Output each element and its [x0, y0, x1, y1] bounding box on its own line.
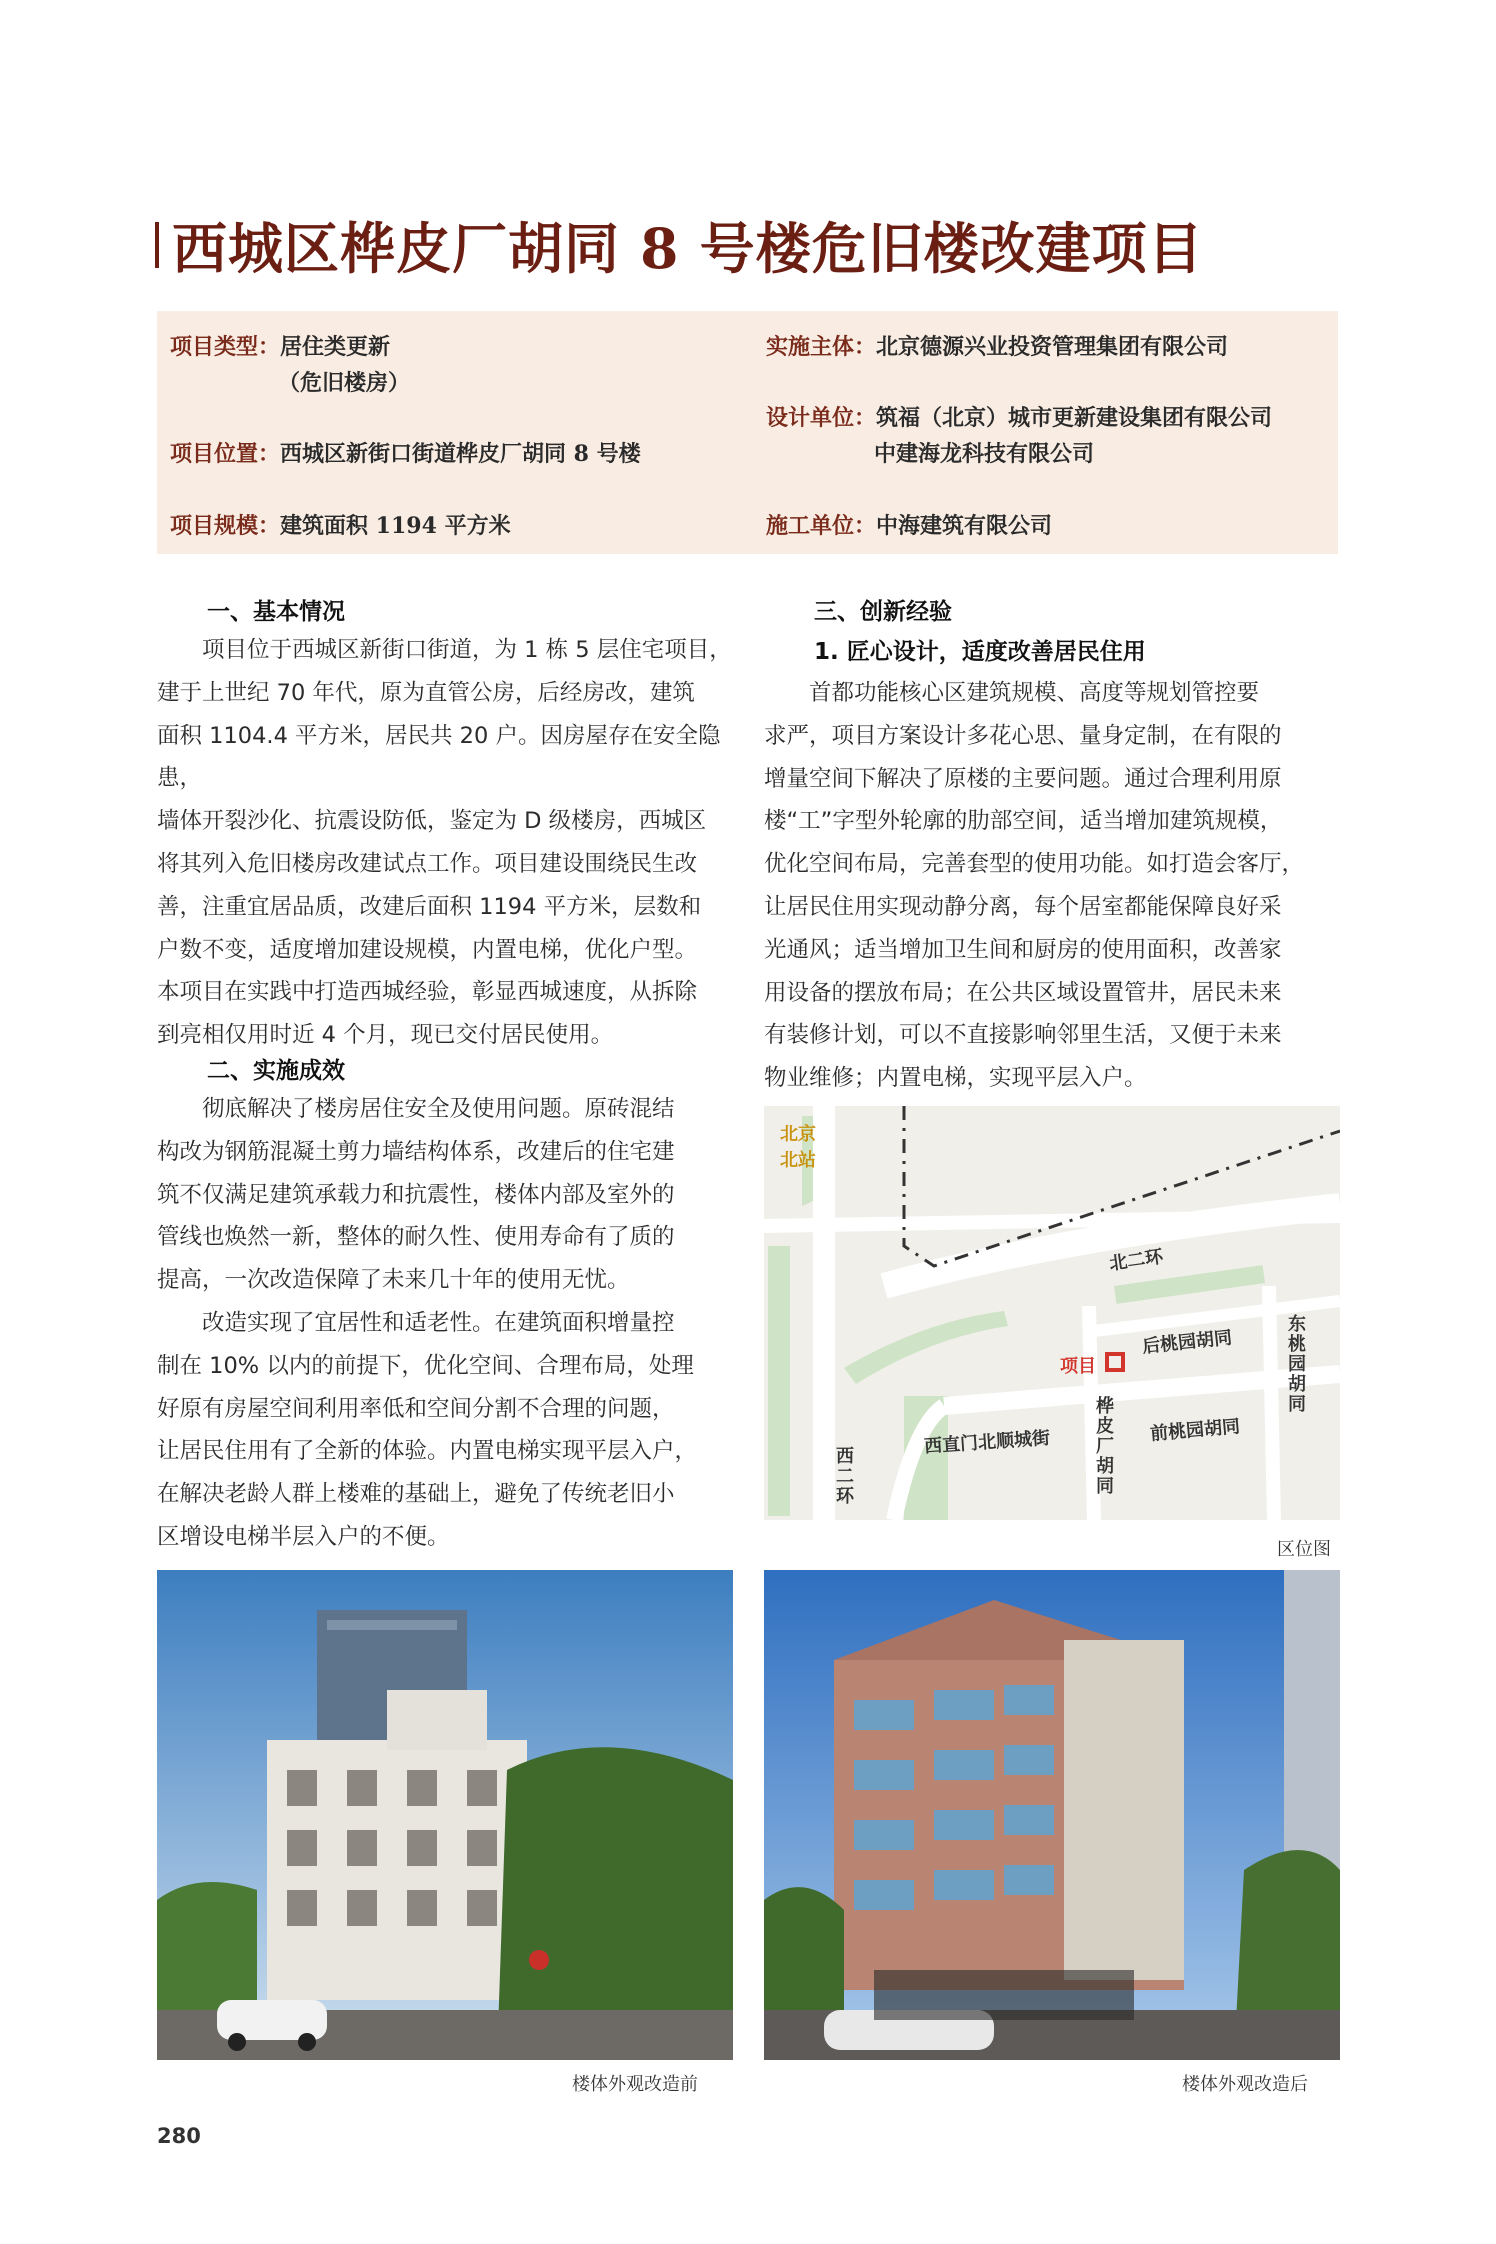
info-implementer-label: 实施主体：	[766, 334, 877, 360]
photo-before-caption: 楼体外观改造前	[572, 2074, 698, 2095]
map-label-n2: 北二环	[1108, 1246, 1165, 1275]
section1-line: 项目位于西城区新街口街道，为 1 栋 5 层住宅项目，	[202, 637, 732, 663]
page-title: 西城区桦皮厂胡同 8 号楼危旧楼改建项目	[172, 216, 1204, 281]
section3-line: 让居民住用实现动静分离，每个居室都能保障良好采	[764, 893, 1282, 920]
map-label-houtaoyuan: 后桃园胡同	[1141, 1327, 1234, 1358]
section2-line: 提高，一次改造保障了未来几十年的使用无忧。	[157, 1267, 630, 1294]
section2-line: 在解决老龄人群上楼难的基础上，避免了传统老旧小	[157, 1481, 675, 1508]
section2-line: 区增设电梯半层入户的不便。	[157, 1523, 450, 1550]
info-type-value: 居住类更新	[280, 334, 391, 360]
section2-line: 让居民住用有了全新的体验。内置电梯实现平层入户，	[157, 1438, 698, 1465]
photo-after	[764, 1570, 1340, 2060]
map-label-xizhimen: 西直门北顺城街	[923, 1427, 1051, 1458]
section3-line: 求严，项目方案设计多花心思、量身定制，在有限的	[764, 722, 1282, 749]
map-road-qiantaoyuan	[944, 1374, 1340, 1406]
section3-line: 光通风；适当增加卫生间和厨房的使用面积，改善家	[764, 936, 1282, 963]
section3-line: 物业维修；内置电梯，实现平层入户。	[764, 1065, 1147, 1092]
section2-line: 彻底解决了楼房居住安全及使用问题。原砖混结	[202, 1096, 675, 1122]
section3-heading: 三、创新经验	[814, 599, 952, 625]
section1-line: 将其列入危旧楼房改建试点工作。项目建设围绕民生改	[157, 850, 698, 877]
info-designer-label: 设计单位：	[766, 405, 877, 431]
section2-line: 筑不仅满足建筑承载力和抗震性，楼体内部及室外的	[157, 1181, 675, 1208]
map-label-dongtaoyuan: 东桃园胡同	[1285, 1314, 1306, 1414]
info-scale	[170, 509, 511, 543]
location-map	[764, 1106, 1340, 1520]
page-number: 280	[157, 2124, 201, 2148]
info-designer	[766, 401, 1272, 435]
section3-subheading: 1. 匠心设计，适度改善居民住用	[814, 639, 1146, 665]
section1-line: 善，注重宜居品质，改建后面积 1194 平方米，层数和	[157, 893, 702, 920]
section2-line: 制在 10% 以内的前提下，优化空间、合理布局，处理	[157, 1352, 694, 1379]
section1-body	[157, 629, 732, 1057]
section1-line: 本项目在实践中打造西城经验，彰显西城速度，从拆除	[157, 979, 698, 1006]
map-station-line2: 北站	[780, 1150, 816, 1171]
section1-line: 到亮相仅用时近 4 个月，现已交付居民使用。	[157, 1022, 614, 1049]
info-implementer-value: 北京德源兴业投资管理集团有限公司	[876, 334, 1229, 360]
section1-line: 建于上世纪 70 年代，原为直管公房，后经房改，建筑	[157, 679, 695, 706]
section2-body	[157, 1088, 732, 1559]
map-label-qiantaoyuan: 前桃园胡同	[1149, 1416, 1241, 1445]
map-green-belt	[844, 1311, 1008, 1384]
map-label-x2: 西二环	[833, 1446, 854, 1506]
info-location	[170, 437, 641, 471]
map-station-line1: 北京	[780, 1124, 816, 1145]
title-accent-bar	[155, 222, 159, 268]
info-type-value-2: （危旧楼房）	[278, 370, 411, 396]
section2-heading: 二、实施成效	[207, 1058, 345, 1084]
section1-heading: 一、基本情况	[207, 599, 345, 625]
section2-line: 改造实现了宜居性和适老性。在建筑面积增量控	[202, 1309, 675, 1336]
section1-line: 面积 1104.4 平方米，居民共 20 户。因房屋存在安全隐患，	[157, 722, 721, 792]
info-builder-label: 施工单位：	[766, 513, 877, 539]
map-label-project: 项目	[1060, 1356, 1096, 1377]
map-road-dongtaoyuan	[1269, 1286, 1274, 1520]
info-location-value: 西城区新街口街道桦皮厂胡同 8 号楼	[280, 441, 641, 467]
section1-line: 户数不变，适度增加建设规模，内置电梯，优化户型。	[157, 936, 698, 963]
photo-before-image	[157, 1570, 733, 2060]
info-implementer	[766, 330, 1228, 364]
info-type-label: 项目类型：	[170, 334, 281, 360]
map-caption: 区位图	[1277, 1539, 1331, 1560]
photo-after-caption: 楼体外观改造后	[1182, 2074, 1308, 2095]
map-project-marker	[1107, 1354, 1123, 1370]
section3-body	[764, 672, 1341, 1100]
section3-line: 用设备的摆放布局；在公共区域设置管井，居民未来	[764, 979, 1282, 1006]
info-type	[170, 330, 390, 364]
info-designer-value-1: 筑福（北京）城市更新建设集团有限公司	[876, 405, 1273, 431]
section3-line: 优化空间布局，完善套型的使用功能。如打造会客厅，	[764, 851, 1305, 878]
info-designer-value-2: 中建海龙科技有限公司	[874, 441, 1095, 467]
section2-line: 好原有房屋空间利用率低和空间分割不合理的问题，	[157, 1395, 675, 1422]
section3-line: 楼“工”字型外轮廓的肋部空间，适当增加建筑规模，	[764, 808, 1283, 835]
info-builder	[766, 509, 1052, 543]
section2-line: 构改为钢筋混凝土剪力墙结构体系，改建后的住宅建	[157, 1138, 675, 1165]
info-builder-value: 中海建筑有限公司	[876, 513, 1053, 539]
info-scale-value: 建筑面积 1194 平方米	[280, 513, 511, 539]
photo-after-image	[764, 1570, 1340, 2060]
section2-line: 管线也焕然一新，整体的耐久性、使用寿命有了质的	[157, 1224, 675, 1251]
map-label-huapichang: 桦皮厂胡同	[1093, 1396, 1114, 1496]
section3-line: 增量空间下解决了原楼的主要问题。通过合理利用原	[764, 765, 1282, 792]
info-scale-label: 项目规模：	[170, 513, 281, 539]
section3-line: 首都功能核心区建筑规模、高度等规划管控要	[809, 680, 1260, 706]
section1-line: 墙体开裂沙化、抗震设防低，鉴定为 D 级楼房，西城区	[157, 808, 707, 835]
info-location-label: 项目位置：	[170, 441, 281, 467]
photo-before	[157, 1570, 733, 2060]
map-green-strip	[768, 1246, 790, 1516]
section3-line: 有装修计划，可以不直接影响邻里生活，又便于未来	[764, 1022, 1282, 1049]
